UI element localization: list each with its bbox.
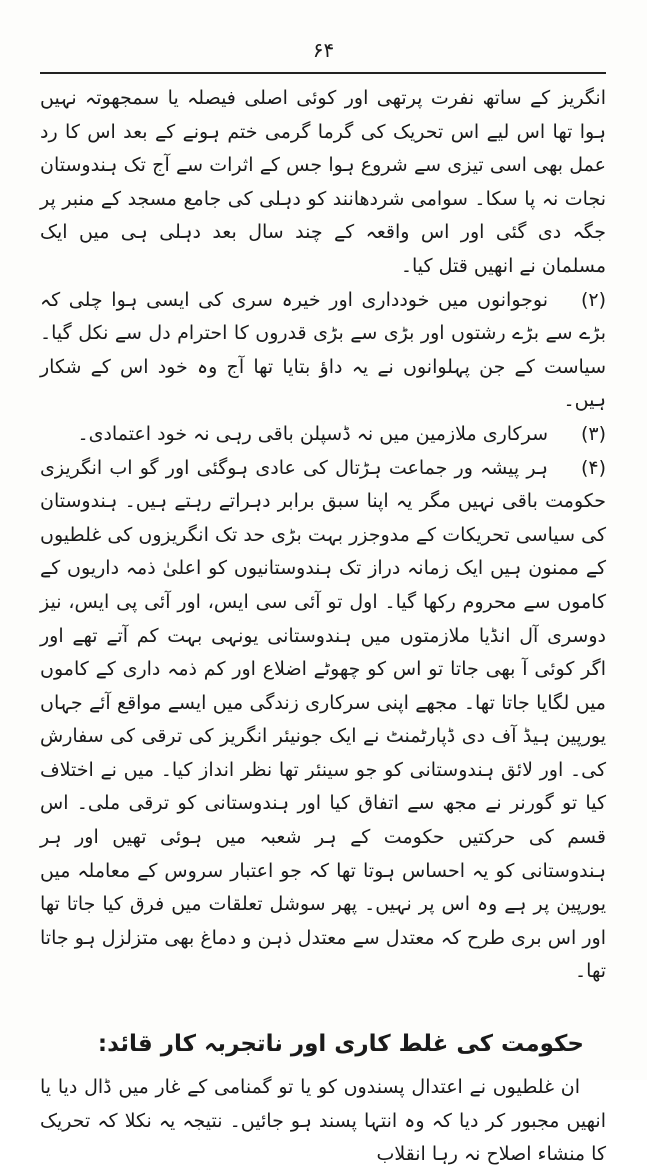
section-paragraph <box>40 1071 606 1172</box>
paragraph-3 <box>40 418 606 452</box>
paragraph-2-text: نوجوانوں میں خودداری اور خیرہ سری کی ایسی ہوا چلی کہ بڑے سے بڑے رشتوں اور بڑی سے بڑی قدروں کا احترام دل سے نکل گیا۔ سیاست کے جن پہلوانوں نے یہ داؤ بتایا تھا آج وہ خود اس کے شکار ہیں۔ <box>40 288 606 412</box>
section-paragraph-text: ان غلطیوں نے اعتدال پسندوں کو یا تو گمنامی کے غار میں ڈال دیا یا انھیں مجبور کر دیا کہ وہ انتہا پسند ہو جائیں۔ نتیجہ یہ نکلا کہ تحریک کا منشاء اصلاح نہ رہا انقلاب <box>40 1076 606 1166</box>
paragraph-1 <box>40 82 606 284</box>
paragraph-2-number: (۲) <box>580 288 606 311</box>
page-number: ۶۴ <box>312 38 335 62</box>
page-body <box>40 82 606 1172</box>
paragraph-3-number: (۳) <box>580 422 606 445</box>
paragraph-1-text: انگریز کے ساتھ نفرت پرتھی اور کوئی اصلی فیصلہ یا سمجھوتہ نہیں ہوا تھا اس لیے اس تحریک کی گرما گرمی ختم ہونے کے بعد اس کا رد عمل بھی اسی تیزی سے شروع ہوا جس کے اثرات سے آج تک ہندوستان نجات نہ پا سکا۔ سوامی شردھانند کو دہلی کی جامع مسجد کے منبر پر جگہ دی گئی اور اس واقعہ کے چند سال بعد دہلی ہی میں ایک مسلمان نے انھیں قتل کیا۔ <box>40 87 606 277</box>
paragraph-4-number: (۴) <box>580 456 606 479</box>
paragraph-4 <box>40 452 606 990</box>
paragraph-3-text: سرکاری ملازمین میں نہ ڈسپلن باقی رہی نہ خود اعتمادی۔ <box>77 422 548 445</box>
paragraph-2 <box>40 284 606 418</box>
header-rule <box>40 72 606 74</box>
paragraph-4-text: ہر پیشہ ور جماعت ہڑتال کی عادی ہوگئی اور گو اب انگریزی حکومت باقی نہیں مگر یہ اپنا سبق برابر دہراتے رہتے ہیں۔ ہندوستان کی سیاسی تحریکات کے مدوجزر بہت بڑی حد تک انگریزوں کی غلطیوں کے ممنون ہیں ایک زمانہ دراز تک ہندوستانیوں کو اعلیٰ ذمہ داریوں کے کاموں سے محروم رکھا گیا۔ اول تو آئی سی ایس، اور آئی پی ایس، نیز دوسری آل انڈیا ملازمتوں میں ہندوستانی یونہی بہت کم آتے تھے اور اگر کوئی آ بھی جاتا تو اس کو چھوٹے اضلاع اور کم ذمہ داری کے کاموں میں لگایا جاتا تھا۔ مجھے اپنی سرکاری زندگی میں ایسے مواقع آئے جہاں یورپین ہیڈ آف دی ڈپارٹمنٹ نے ایک جونیئر انگریز کی ترقی کی سفارش کی۔ اور لائق ہندوستانی کو جو سینئر تھا نظر انداز کیا۔ میں نے اختلاف کیا تو گورنر نے مجھ سے اتفاق کیا اور ہندوستانی کو ترقی ملی۔ اس قسم کی حرکتیں حکومت کے ہر شعبہ میں ہوئی تھیں اور ہر ہندوستانی کو یہ احساس ہوتا تھا کہ جو اعتبار سروس کے معاملہ میں یورپین پر ہے وہ اس پر نہیں۔ پھر سوشل تعلقات میں فرق کیا جاتا تھا اور اس بری طرح کہ معتدل سے معتدل ذہن و دماغ بھی متزلزل ہو جاتا تھا۔ <box>40 456 606 983</box>
section-heading: حکومت کی غلط کاری اور ناتجربہ کار قائد: <box>97 1031 584 1058</box>
